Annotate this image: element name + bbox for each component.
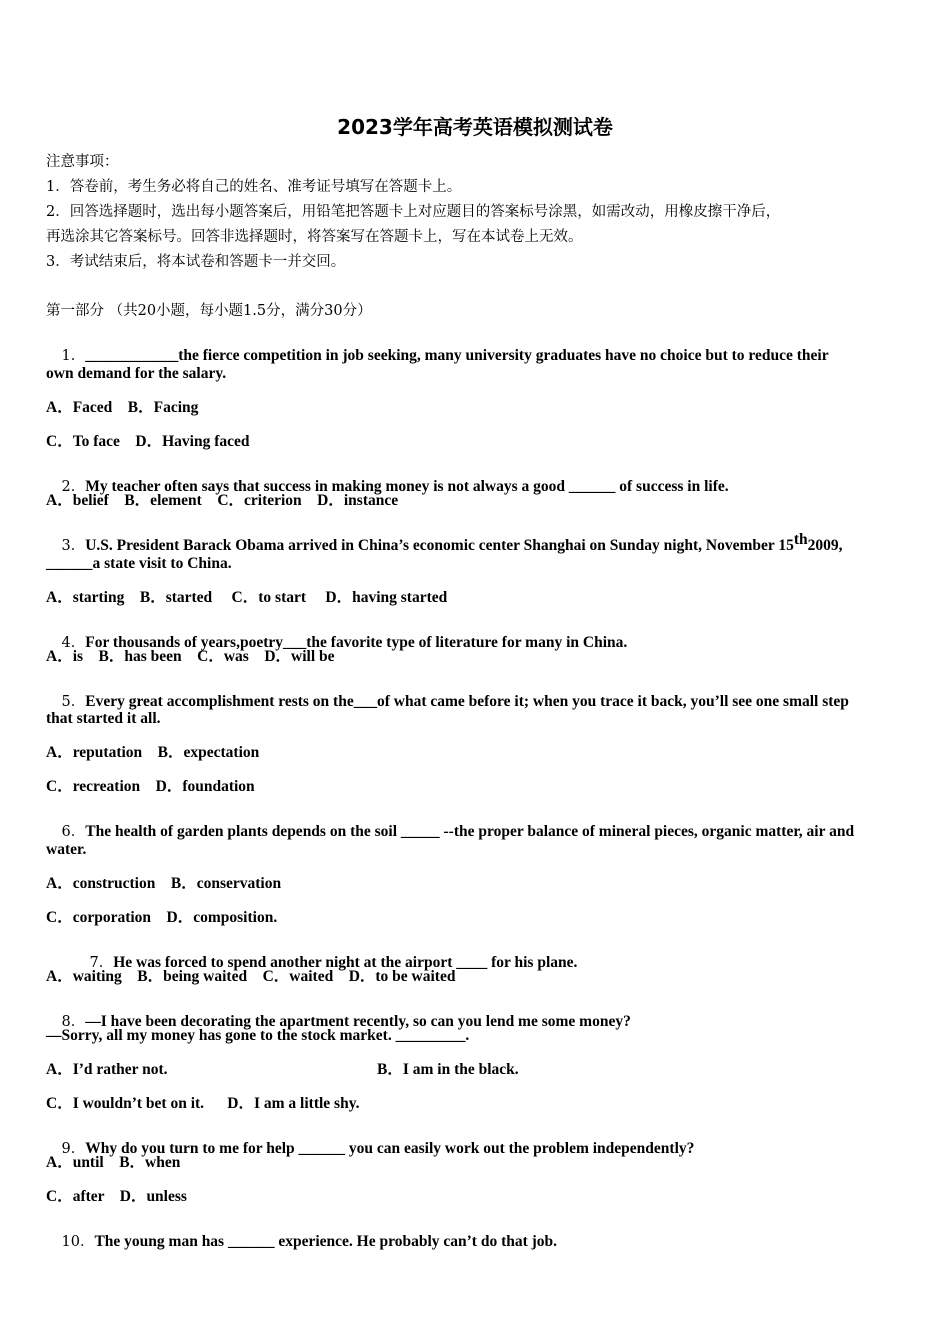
question-number: 4． [61,635,86,651]
question-number: 8． [61,1014,86,1030]
question-1-options-cd: C．To face D．Having faced [46,433,250,450]
question-number: 3． [61,538,86,554]
question-6-options-ab: A．construction B．conservation [46,875,282,892]
question-5-options-ab: A．reputation B．expectation [46,744,260,761]
question-number: 9． [61,1141,86,1157]
question-text: My teacher often says that success in making money is not always a good ______ of success in life. [85,478,729,495]
notice-item-2-cont: 再选涂其它答案标号。回答非选择题时，将答案写在答题卡上，写在本试卷上无效。 [46,229,583,245]
question-5-options-cd: C．recreation D．foundation [46,778,255,795]
question-number: 10． [61,1234,95,1250]
question-text: For thousands of years,poetry___the favorite type of literature for many in China. [85,634,628,651]
question-text: The young man has ______ experience. He probably can’t do that job. [94,1233,558,1250]
question-1-cont: own demand for the salary. [46,365,227,382]
question-number: 2． [61,479,86,495]
question-text: Every great accomplishment rests on the___of what came before it; when you trace it back, you’ll see one small step [85,693,849,710]
notice-heading: 注意事项： [46,154,119,170]
question-5 [46,672,849,732]
question-text: —I have been decorating the apartment recently, so can you lend me some money? [85,1013,631,1030]
question-8-option-a: A．I’d rather not. [46,1061,168,1078]
question-6-cont: water. [46,841,87,858]
question-number: 5． [61,694,86,710]
question-number: 1． [61,348,86,364]
question-8-reply: —Sorry, all my money has gone to the stock market. _________. [46,1027,470,1044]
superscript-th: th [793,530,808,548]
question-5-cont: that started it all. [46,710,161,727]
section-heading: 第一部分 （共20小题，每小题1.5分，满分30分） [46,303,372,319]
question-3-options: A．starting B．started C．to start D．having started [46,589,448,606]
notice-item-3: 3．考试结束后，将本试卷和答题卡一并交回。 [46,254,346,270]
question-9-options-ab: A．until B．when [46,1154,181,1171]
question-number: 6． [61,824,86,840]
question-8-options-cd: C．I wouldn’t bet on it. D．I am a little shy. [46,1095,360,1112]
page-title: 2023学年高考英语模拟测试卷 [337,115,613,139]
question-2-options: A．belief B．element C．criterion D．instance [46,492,399,509]
question-10 [46,1212,557,1272]
question-8-option-b: B．I am in the black. [377,1061,519,1078]
question-3-cont: ______a state visit to China. [46,555,232,572]
question-6 [46,802,854,862]
question-text: Why do you turn to me for help ______ you can easily work out the problem independently? [85,1140,695,1157]
question-text-end: 2009, [807,537,843,554]
question-4-options: A．is B．has been C．was D．will be [46,648,335,665]
question-1-options-ab: A．Faced B．Facing [46,399,199,416]
question-text: U.S. President Barack Obama arrived in China’s economic center Shanghai on Sunday night, November 15 [85,537,794,554]
question-text: ____________the fierce competition in job seeking, many university graduates have no choice but to reduce their [85,347,829,364]
question-6-options-cd: C．corporation D．composition. [46,909,278,926]
question-9-options-cd: C．after D．unless [46,1188,187,1205]
notice-item-1: 1．答卷前，考生务必将自己的姓名、准考证号填写在答题卡上。 [46,179,462,195]
question-text: The health of garden plants depends on the soil _____ --the proper balance of mineral pieces, organic matter, air and [85,823,855,840]
notice-item-2: 2．回答选择题时，选出每小题答案后，用铅笔把答题卡上对应题目的答案标号涂黑，如需改动，用橡皮擦干净后， [46,204,781,220]
question-number: 7． [89,955,114,971]
question-7-options: A．waiting B．being waited C．waited D．to be waited [46,968,456,985]
question-text: He was forced to spend another night at the airport ____ for his plane. [113,954,578,971]
